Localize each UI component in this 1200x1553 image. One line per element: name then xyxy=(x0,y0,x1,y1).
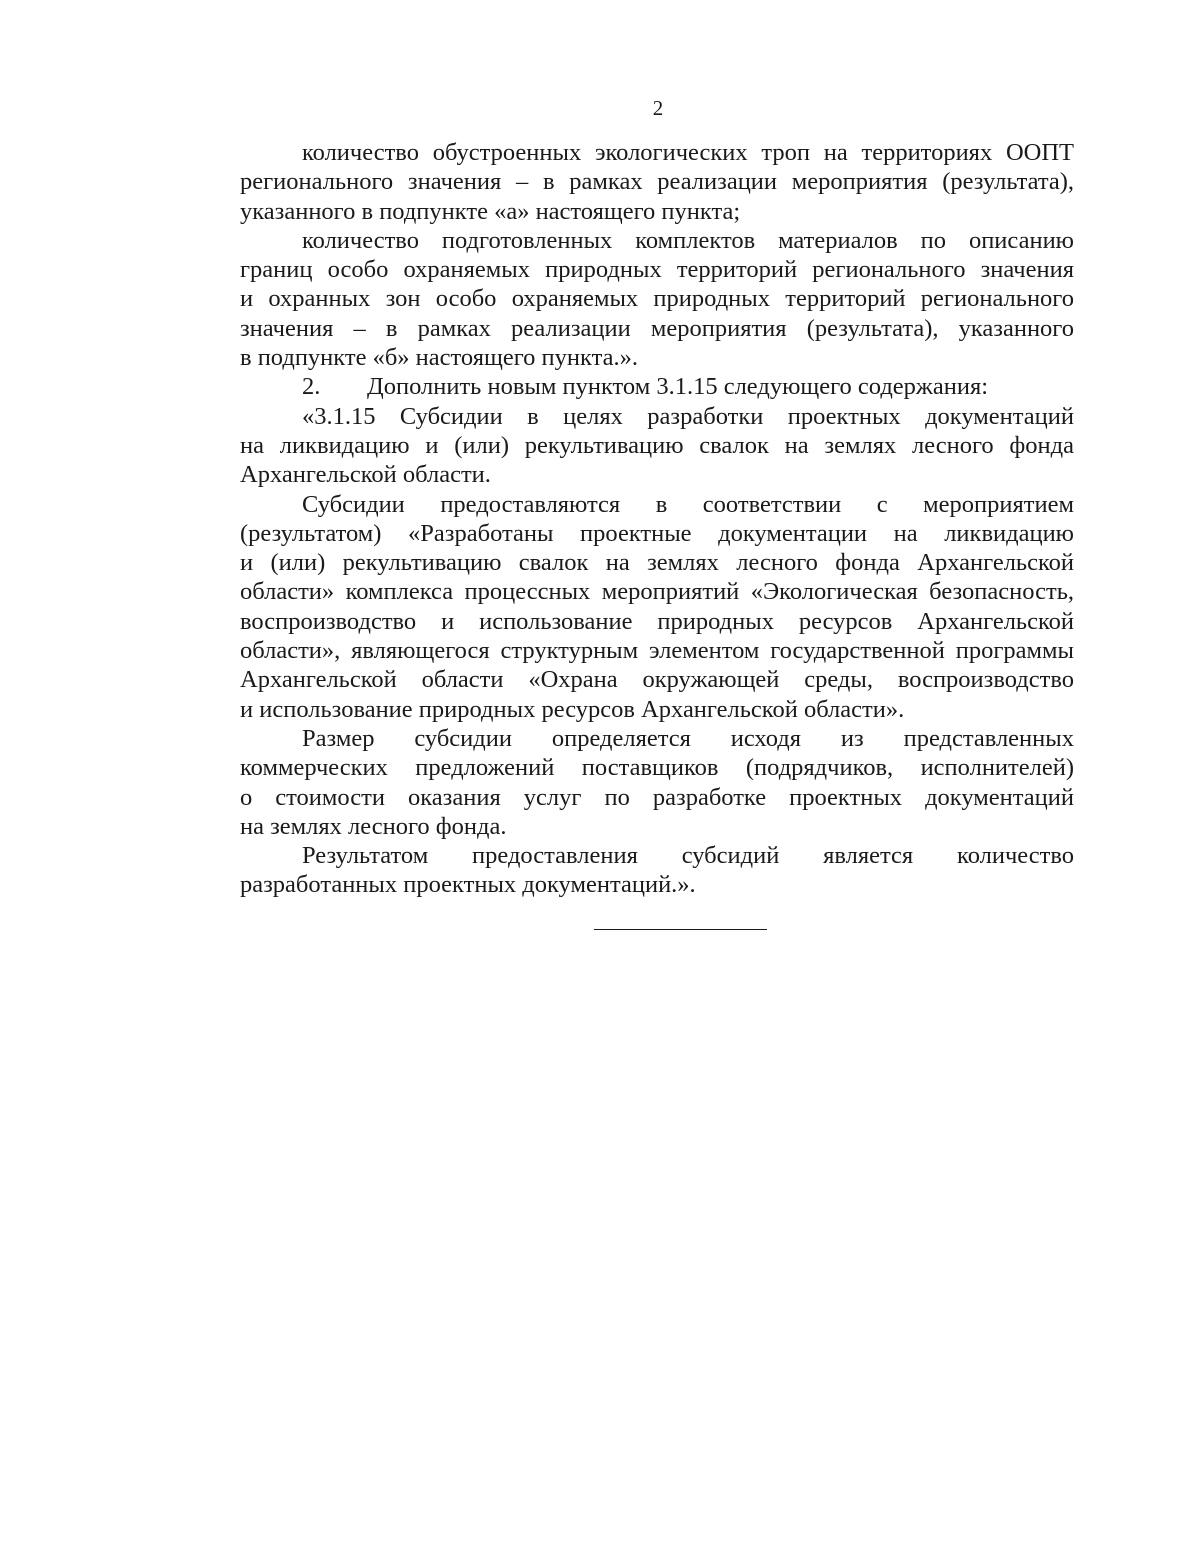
closing-rule xyxy=(594,929,767,930)
text-line: Размер субсидии определяется исходя из представленных xyxy=(302,724,1074,752)
text-line: Субсидии предоставляются в соответствии с мероприятием xyxy=(302,490,1074,518)
text-line: воспроизводство и использование природных ресурсов Архангельской xyxy=(240,607,1074,635)
numbered-line xyxy=(240,372,1074,401)
text-line: на ликвидацию и (или) рекультивацию свалок на землях лесного фонда xyxy=(240,431,1074,459)
text-line: (результатом) «Разработаны проектные документации на ликвидацию xyxy=(240,519,1074,547)
text-line: количество подготовленных комплектов материалов по описанию xyxy=(302,226,1074,254)
text-line: Архангельской области. xyxy=(240,461,491,489)
text-line: и охранных зон особо охраняемых природных территорий регионального xyxy=(240,285,1074,313)
text-line: на землях лесного фонда. xyxy=(240,812,507,840)
text-line: значения – в рамках реализации мероприятия (результата), указанного xyxy=(240,314,1074,342)
paragraph-subsidy-result xyxy=(240,841,1074,900)
text-line: коммерческих предложений поставщиков (подрядчиков, исполнителей) xyxy=(240,754,1074,782)
paragraph-trails-count xyxy=(240,138,1074,226)
document-body xyxy=(240,138,1074,900)
text-line: «3.1.15 Субсидии в целях разработки проектных документаций xyxy=(302,402,1074,430)
paragraph-clause-3-1-15 xyxy=(240,402,1074,490)
text-line: Результатом предоставления субсидий является количество xyxy=(302,842,1074,870)
text-line: и (или) рекультивацию свалок на землях лесного фонда Архангельской xyxy=(240,549,1074,577)
text-line: количество обустроенных экологических троп на территориях ООПТ xyxy=(302,139,1074,166)
text-line: в подпункте «б» настоящего пункта.». xyxy=(240,344,638,372)
item-text: Дополнить новым пунктом 3.1.15 следующего содержания: xyxy=(367,373,989,401)
text-line: и использование природных ресурсов Архангельской области». xyxy=(240,695,905,723)
paragraph-item-2 xyxy=(240,372,1074,401)
text-line: указанного в подпункте «а» настоящего пункта; xyxy=(240,197,741,225)
item-number: 2. xyxy=(302,373,321,401)
text-line: области», являющегося структурным элементом государственной программы xyxy=(240,637,1074,665)
text-line: границ особо охраняемых природных территорий регионального значения xyxy=(240,256,1074,284)
text-line: о стоимости оказания услуг по разработке проектных документаций xyxy=(240,783,1074,811)
paragraph-subsidy-basis xyxy=(240,490,1074,724)
text-line: области» комплекса процессных мероприятий «Экологическая безопасность, xyxy=(240,578,1074,606)
text-line: разработанных проектных документаций.». xyxy=(240,871,696,899)
text-line: Архангельской области «Охрана окружающей среды, воспроизводство xyxy=(240,666,1074,694)
text-line: регионального значения – в рамках реализации мероприятия (результата), xyxy=(240,168,1074,196)
paragraph-subsidy-amount xyxy=(240,724,1074,841)
page-number: 2 xyxy=(652,96,664,120)
paragraph-boundary-materials xyxy=(240,226,1074,372)
